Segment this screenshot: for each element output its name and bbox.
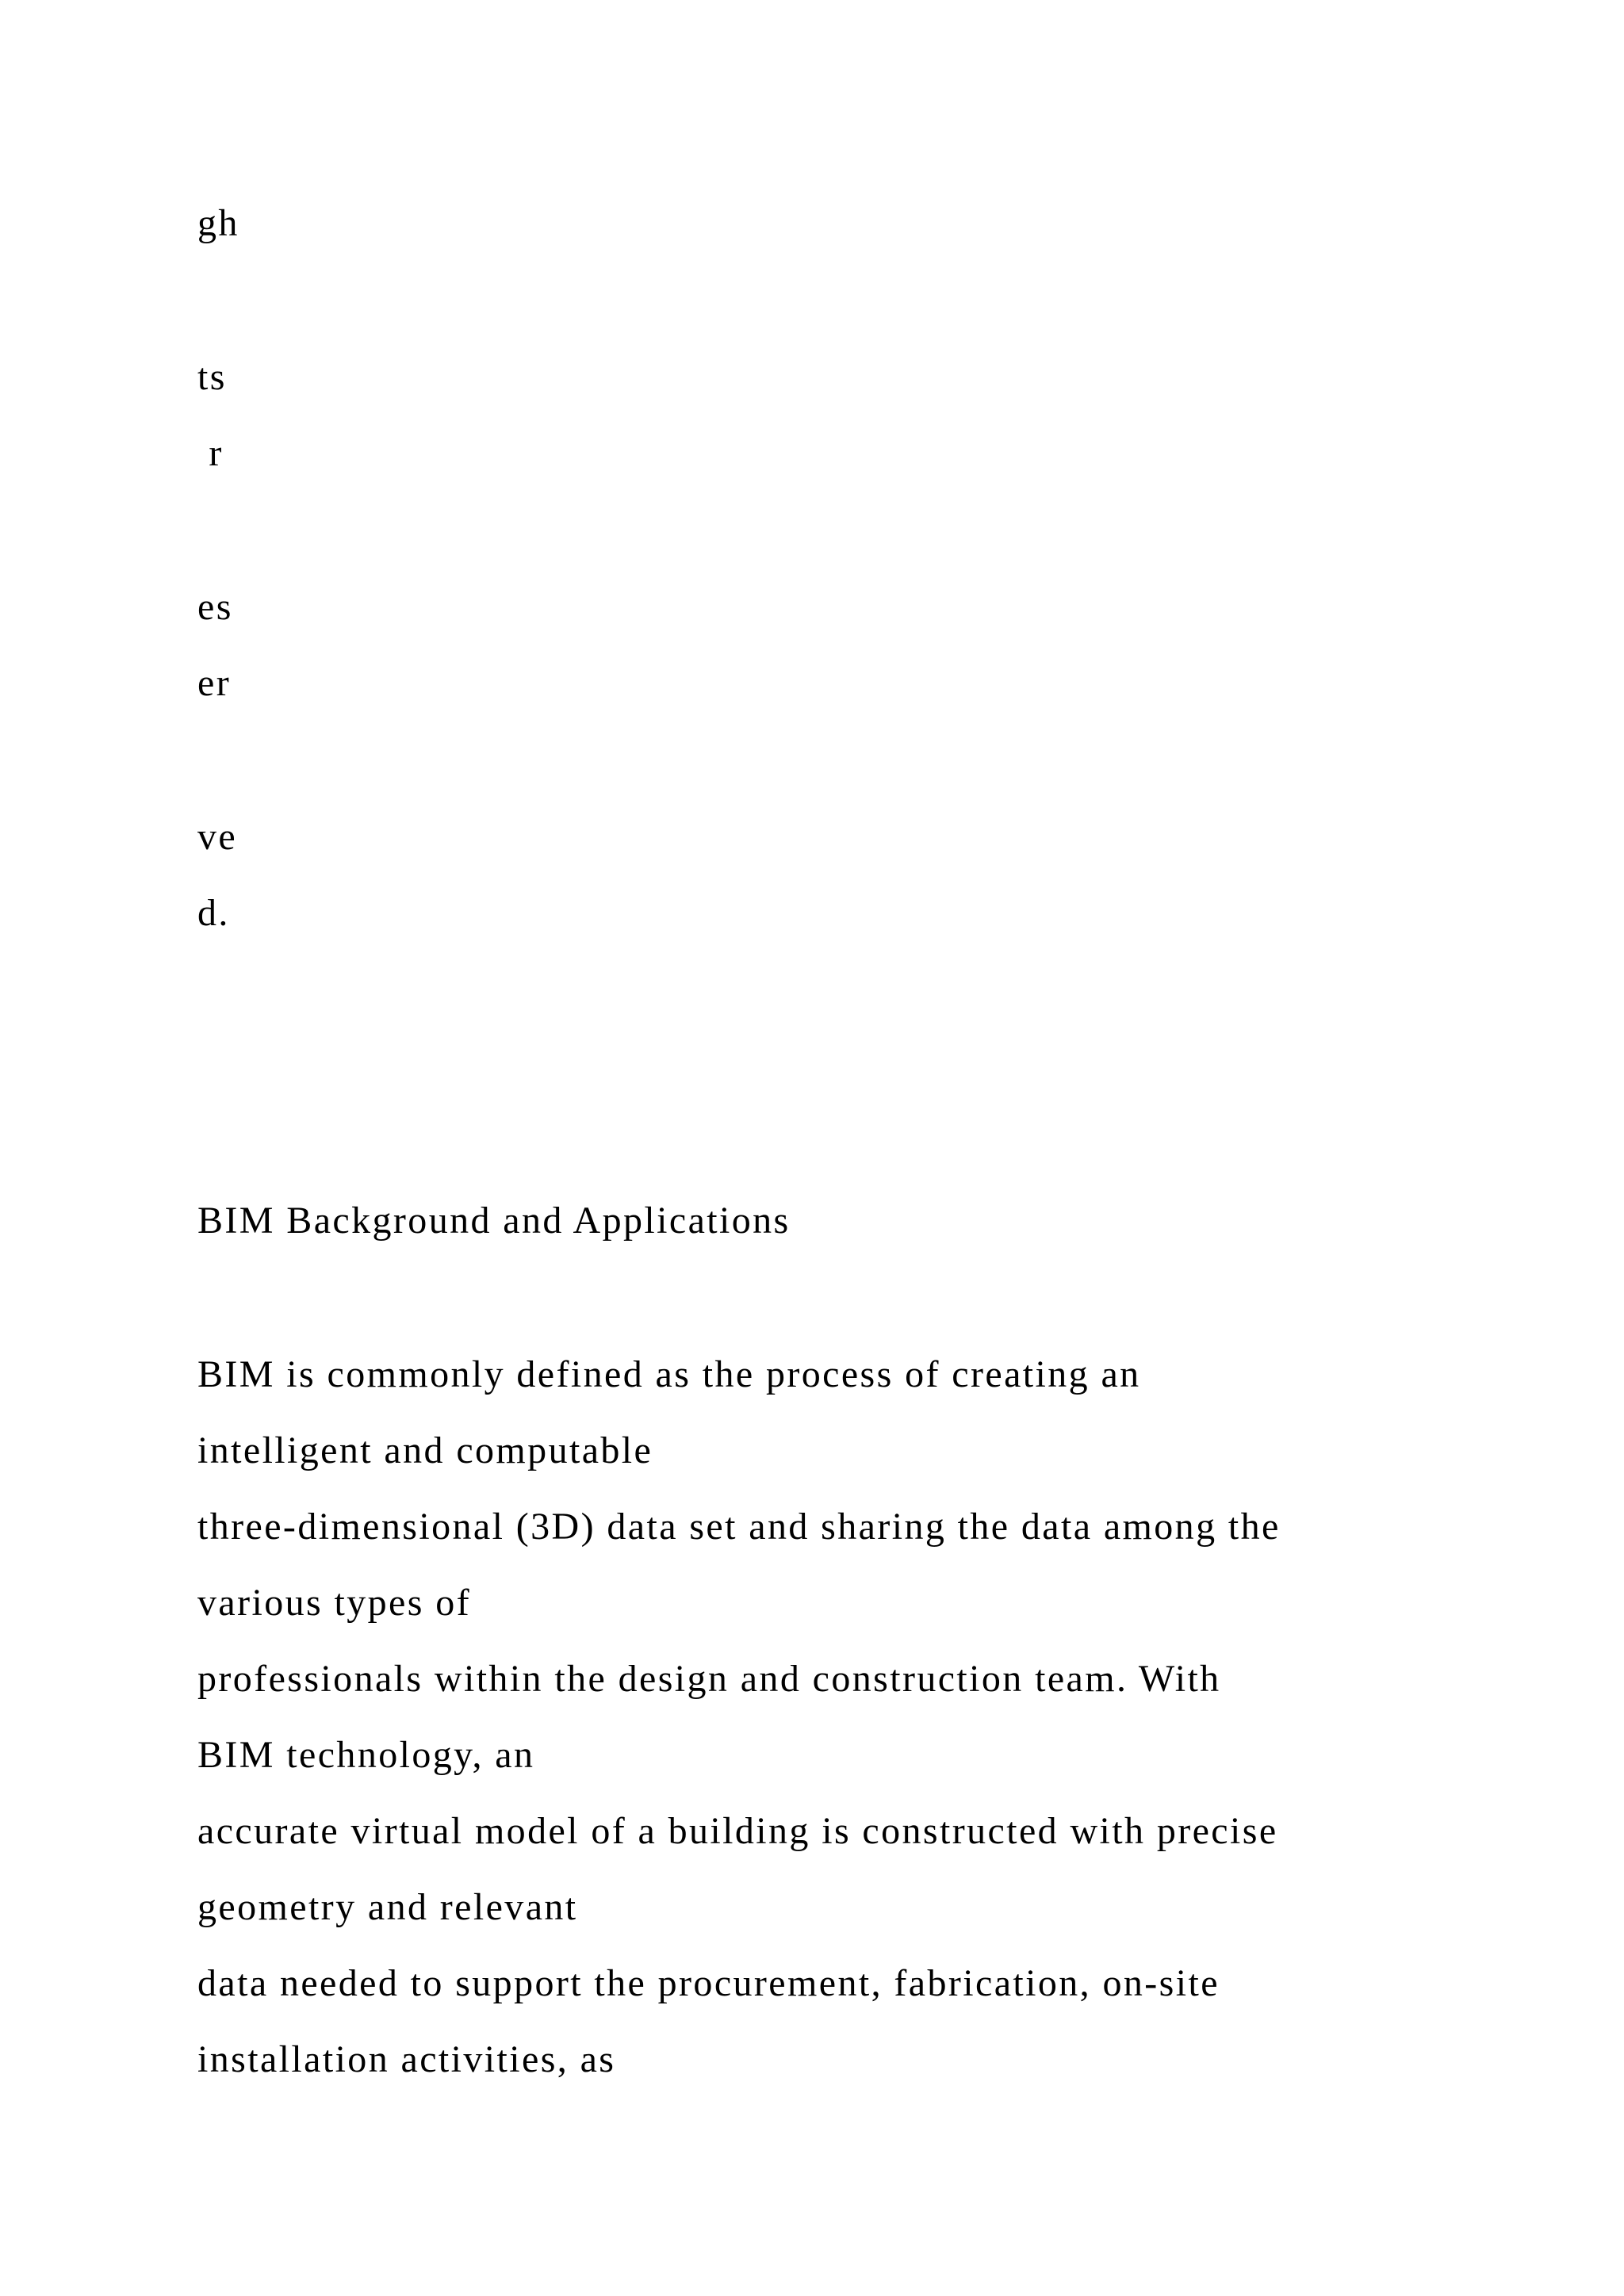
- text-fragment: es: [197, 586, 233, 628]
- paragraph-line: installation activities, as: [197, 2038, 616, 2080]
- paragraph-line: data needed to support the procurement, fabrication, on-site: [197, 1962, 1220, 2004]
- text-fragment: r: [197, 432, 224, 474]
- paragraph-line: BIM technology, an: [197, 1734, 535, 1776]
- paragraph-line: accurate virtual model of a building is constructed with precise: [197, 1810, 1278, 1852]
- section-heading: BIM Background and Applications: [197, 1200, 791, 1242]
- text-fragment: ve: [197, 816, 238, 858]
- paragraph-line: various types of: [197, 1582, 472, 1624]
- paragraph-line: intelligent and computable: [197, 1429, 653, 1471]
- paragraph-line: BIM is commonly defined as the process of creating an: [197, 1353, 1141, 1395]
- paragraph-line: geometry and relevant: [197, 1886, 578, 1928]
- text-fragment: d.: [197, 892, 230, 934]
- text-fragment: ts: [197, 356, 227, 398]
- text-fragment: gh: [197, 202, 239, 244]
- text-fragment: er: [197, 662, 232, 704]
- paragraph-line: professionals within the design and construction team. With: [197, 1658, 1221, 1700]
- paragraph-line: three-dimensional (3D) data set and sharing the data among the: [197, 1506, 1281, 1548]
